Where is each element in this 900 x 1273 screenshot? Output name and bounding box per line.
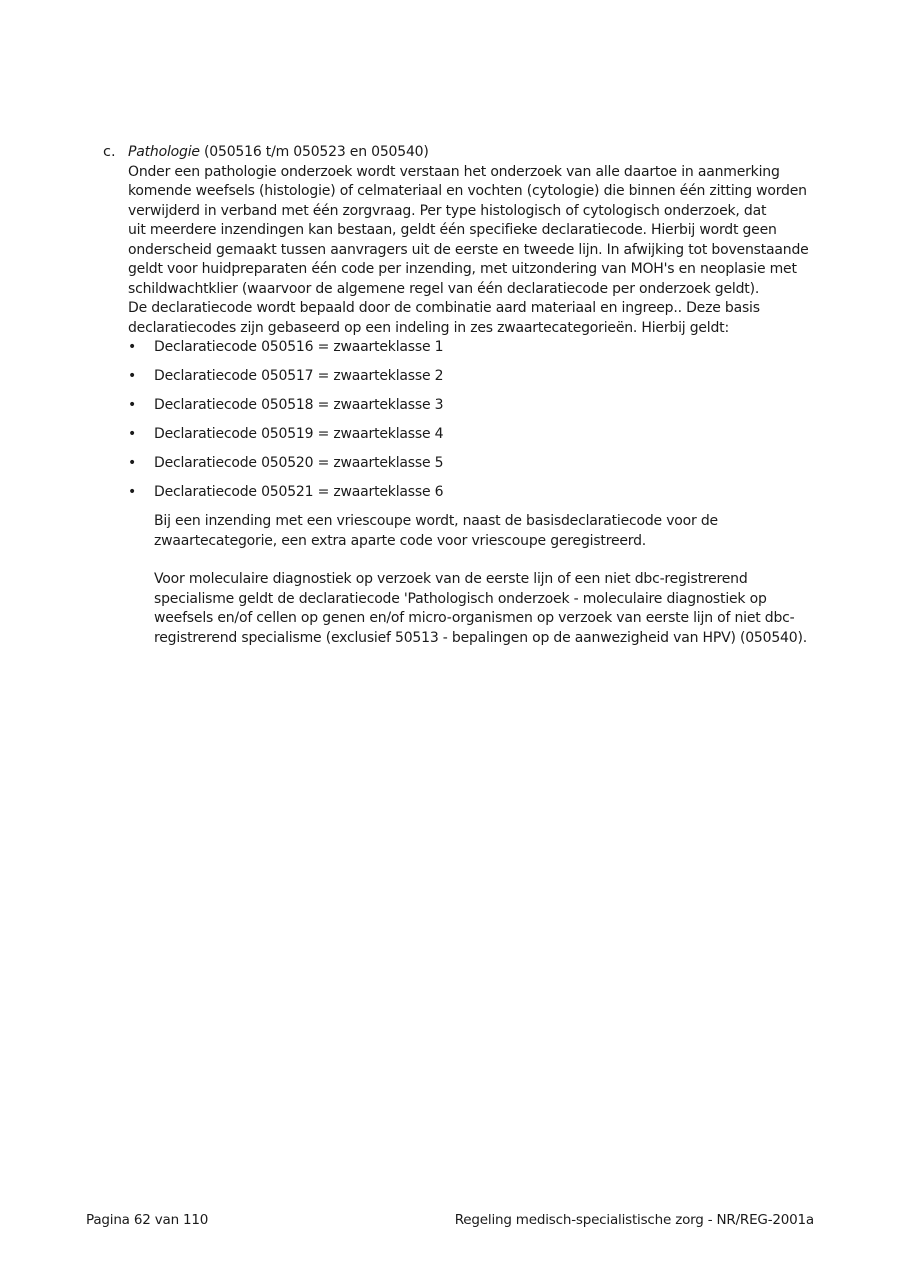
paragraph-line: komende weefsels (histologie) of celmateriaal en vochten (cytologie) die binnen één zitting worden xyxy=(128,183,807,199)
note-line: Voor moleculaire diagnostiek op verzoek van de eerste lijn of een niet dbc-registrerend xyxy=(154,571,748,587)
bullet-icon: • xyxy=(128,484,137,500)
note-line: weefsels en/of cellen op genen en/of micro-organismen op verzoek van eerste lijn of niet dbc- xyxy=(154,610,795,626)
list-item-text: Declaratiecode 050520 = zwaarteklasse 5 xyxy=(154,455,444,471)
paragraph-line: Onder een pathologie onderzoek wordt verstaan het onderzoek van alle daartoe in aanmerking xyxy=(128,163,780,180)
note-line: registrerend specialisme (exclusief 50513 - bepalingen op de aanwezigheid van HPV) (050540). xyxy=(154,629,807,646)
section-body xyxy=(128,143,809,648)
paragraph-line: declaratiecodes zijn gebaseerd op een indeling in zes zwaartecategorieën. Hierbij geldt: xyxy=(128,319,729,336)
declaratiecode-list xyxy=(128,338,803,503)
list-item xyxy=(128,454,803,474)
note-line: Bij een inzending met een vriescoupe wordt, naast de basisdeclaratiecode voor de xyxy=(154,513,718,529)
page-number: Pagina 62 van 110 xyxy=(86,1212,209,1228)
list-marker: c. xyxy=(103,144,116,160)
list-item xyxy=(128,396,803,416)
paragraph-line: geldt voor huidpreparaten één code per inzending, met uitzondering van MOH's en neoplasie met xyxy=(128,261,797,277)
bullet-icon: • xyxy=(128,397,137,413)
list-item-text: Declaratiecode 050521 = zwaarteklasse 6 xyxy=(154,484,444,500)
vriescoupe-note xyxy=(154,512,803,551)
bullet-icon: • xyxy=(128,455,137,471)
intro-paragraph xyxy=(128,163,809,339)
section-title-codes: (050516 t/m 050523 en 050540) xyxy=(199,144,429,160)
paragraph-line: De declaratiecode wordt bepaald door de combinatie aard materiaal en ingreep.. Deze basis xyxy=(128,300,760,316)
list-item xyxy=(128,367,803,387)
bullet-icon: • xyxy=(128,426,137,442)
document-title: Regeling medisch-specialistische zorg - NR/REG-2001a xyxy=(454,1212,814,1228)
paragraph-line: onderscheid gemaakt tussen aanvragers uit de eerste en tweede lijn. In afwijking tot bovenstaande xyxy=(128,241,809,258)
moleculaire-diagnostiek-note xyxy=(154,570,807,648)
paragraph-line: schildwachtklier (waarvoor de algemene regel van één declaratiecode per onderzoek geldt). xyxy=(128,280,760,297)
paragraph-line: uit meerdere inzendingen kan bestaan, geldt één specifieke declaratiecode. Hierbij wordt geen xyxy=(128,222,777,238)
list-item xyxy=(128,483,803,503)
bullet-icon: • xyxy=(128,368,137,384)
list-item-text: Declaratiecode 050519 = zwaarteklasse 4 xyxy=(154,426,444,442)
note-line: specialisme geldt de declaratiecode 'Pathologisch onderzoek - moleculaire diagnostiek op xyxy=(154,590,767,607)
section-heading xyxy=(128,143,803,163)
list-item-text: Declaratiecode 050518 = zwaarteklasse 3 xyxy=(154,397,444,413)
section-title: Pathologie xyxy=(128,144,200,160)
section-pathologie xyxy=(103,143,809,648)
list-item xyxy=(128,338,803,358)
list-item-text: Declaratiecode 050516 = zwaarteklasse 1 xyxy=(154,339,444,355)
list-item-text: Declaratiecode 050517 = zwaarteklasse 2 xyxy=(154,368,444,384)
bullet-icon: • xyxy=(128,339,137,355)
paragraph-line: verwijderd in verband met één zorgvraag. Per type histologisch of cytologisch onderzoek, dat xyxy=(128,202,767,219)
list-item xyxy=(128,425,803,445)
note-line: zwaartecategorie, een extra aparte code voor vriescoupe geregistreerd. xyxy=(154,532,647,549)
